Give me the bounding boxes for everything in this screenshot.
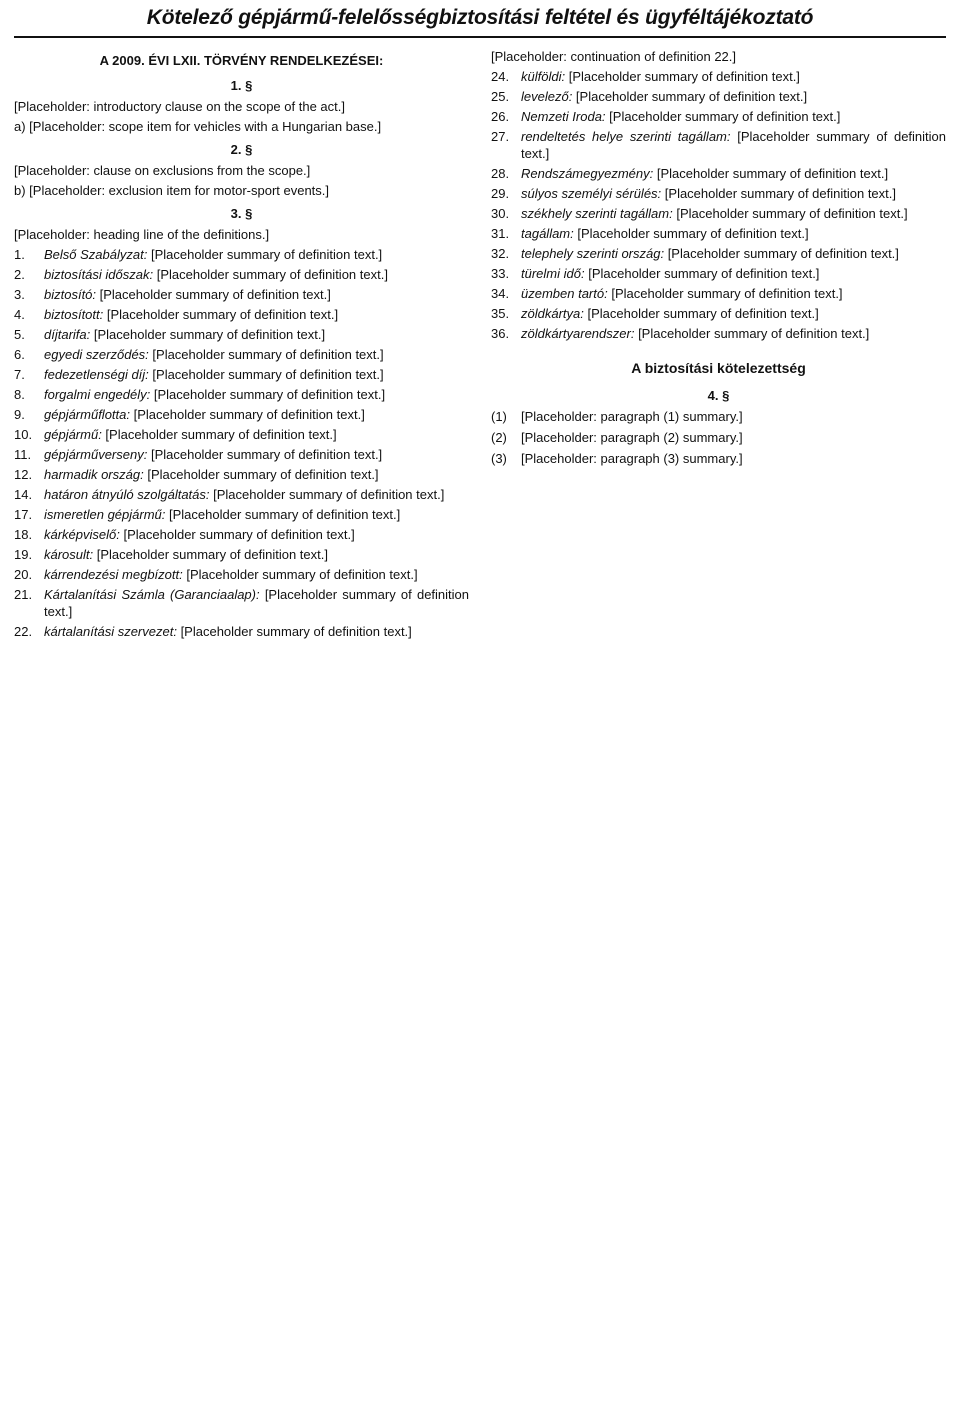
definition-text: [Placeholder summary of definition text.] <box>180 624 412 639</box>
definition-body <box>44 506 469 523</box>
definition-text: [Placeholder summary of definition text.] <box>147 467 379 482</box>
section-2-number: 2. § <box>230 142 253 157</box>
definition-body <box>44 566 469 583</box>
definition-term: üzemben tartó: <box>521 286 612 301</box>
definition-term: kárrendezési megbízott: <box>44 567 187 582</box>
definition-text: [Placeholder summary of definition text.] <box>609 109 841 124</box>
definition-term: gépjárműflotta: <box>44 407 134 422</box>
definition-number: 31. <box>491 226 510 241</box>
definition-number: 25. <box>491 89 510 104</box>
definition-number: 26. <box>491 109 510 124</box>
definition-number: 33. <box>491 266 510 281</box>
right-column-continuation: [Placeholder: continuation of definition 22.] <box>491 49 737 64</box>
definition-term: levelező: <box>521 89 576 104</box>
definition-number: 22. <box>14 624 33 639</box>
definition-item <box>14 386 469 403</box>
definition-item <box>14 326 469 343</box>
definition-number: 1. <box>14 247 25 262</box>
definition-text: [Placeholder summary of definition text.] <box>676 206 908 221</box>
definition-term: gépjárműverseny: <box>44 447 151 462</box>
definition-term: ismeretlen gépjármű: <box>44 507 169 522</box>
definition-body <box>521 165 946 182</box>
definition-term: külföldi: <box>521 69 569 84</box>
definition-item <box>14 486 469 503</box>
definition-item <box>14 246 469 263</box>
document-page <box>0 6 960 1408</box>
definition-body <box>521 305 946 322</box>
definition-text: [Placeholder summary of definition text.] <box>638 326 870 341</box>
definition-body <box>44 546 469 563</box>
definition-item <box>14 366 469 383</box>
definition-number: 20. <box>14 567 33 582</box>
definition-term: zöldkártyarendszer: <box>521 326 639 341</box>
definition-number: 17. <box>14 507 33 522</box>
section-2-intro: [Placeholder: clause on exclusions from the scope.] <box>14 163 311 178</box>
definition-number: 9. <box>14 407 25 422</box>
definition-term: zöldkártya: <box>521 306 588 321</box>
definition-term: egyedi szerződés: <box>44 347 153 362</box>
definition-term: fedezetlenségi díj: <box>44 367 153 382</box>
definition-text: [Placeholder summary of definition text.] <box>656 166 889 181</box>
definition-body <box>44 306 469 323</box>
definition-text: [Placeholder summary of definition text.] <box>99 287 331 302</box>
definition-body <box>44 586 469 620</box>
definition-body <box>521 245 946 262</box>
definition-body <box>44 486 469 503</box>
definition-term: súlyos személyi sérülés: <box>521 186 665 201</box>
definition-text: [Placeholder summary of definition text.] <box>152 367 384 382</box>
definition-item <box>491 108 946 125</box>
definition-body <box>521 265 946 282</box>
definition-text: [Placeholder summary of definition text.] <box>213 487 445 502</box>
definition-text: [Placeholder summary of definition text.] <box>156 267 388 282</box>
section-3-number: 3. § <box>230 206 253 221</box>
definition-number: 28. <box>491 166 510 181</box>
definition-item <box>491 265 946 282</box>
definition-text: [Placeholder summary of definition text.] <box>587 306 819 321</box>
definition-text: [Placeholder summary of definition text.] <box>93 327 326 342</box>
definition-text: [Placeholder summary of definition text.] <box>611 286 843 301</box>
definition-item <box>14 406 469 423</box>
paragraph-text: [Placeholder: paragraph (3) summary.] <box>521 451 743 466</box>
definition-term: harmadik ország: <box>44 467 148 482</box>
definition-number: 30. <box>491 206 510 221</box>
definition-term: Belső Szabályzat: <box>44 247 151 262</box>
definition-item <box>491 88 946 105</box>
definition-body <box>44 623 469 640</box>
definition-body <box>521 205 946 222</box>
definition-body <box>521 88 946 105</box>
document-title: Kötelező gépjármű-felelősségbiztosítási feltétel és ügyféltájékoztató <box>146 6 814 29</box>
section-3-intro: [Placeholder: heading line of the definitions.] <box>14 227 270 242</box>
definition-term: kárképviselő: <box>44 527 124 542</box>
definition-number: 8. <box>14 387 25 402</box>
definition-body <box>521 225 946 242</box>
definition-list-right <box>491 68 946 342</box>
definition-number: 3. <box>14 287 25 302</box>
definition-number: 29. <box>491 186 510 201</box>
definition-text: [Placeholder summary of definition text.] <box>521 129 946 161</box>
paragraph-text: [Placeholder: paragraph (1) summary.] <box>521 409 743 424</box>
definition-term: határon átnyúló szolgáltatás: <box>44 487 214 502</box>
two-column-body <box>14 48 946 643</box>
definition-text: [Placeholder summary of definition text.] <box>152 347 384 362</box>
definition-term: telephely szerinti ország: <box>521 246 668 261</box>
left-column <box>14 48 469 643</box>
definition-item <box>14 346 469 363</box>
definition-number: 4. <box>14 307 25 322</box>
definition-text: [Placeholder summary of definition text.] <box>153 387 386 402</box>
definition-item <box>14 286 469 303</box>
definition-text: [Placeholder summary of definition text.] <box>169 507 401 522</box>
definition-body <box>44 406 469 423</box>
definition-text: [Placeholder summary of definition text.] <box>186 567 418 582</box>
definition-body <box>521 325 946 342</box>
paragraph-3 <box>491 450 946 467</box>
definition-body <box>44 326 469 343</box>
definition-text: [Placeholder summary of definition text.] <box>44 587 470 619</box>
definition-item <box>14 546 469 563</box>
definition-item <box>491 185 946 202</box>
paragraph-2 <box>491 429 946 446</box>
definition-item <box>491 165 946 182</box>
paragraph-number: (1) <box>491 409 507 424</box>
definition-text: [Placeholder summary of definition text.] <box>105 427 337 442</box>
definition-body <box>521 128 946 162</box>
definition-item <box>491 205 946 222</box>
definition-body <box>44 526 469 543</box>
definition-number: 35. <box>491 306 510 321</box>
definition-body <box>521 285 946 302</box>
definition-item <box>14 566 469 583</box>
definition-term: Nemzeti Iroda: <box>521 109 610 124</box>
definition-body <box>44 466 469 483</box>
definition-text: [Placeholder summary of definition text.] <box>150 447 383 462</box>
definition-text: [Placeholder summary of definition text.] <box>133 407 365 422</box>
section-1-item-a: a) [Placeholder: scope item for vehicles with a Hungarian base.] <box>14 119 382 134</box>
definition-body <box>44 426 469 443</box>
definition-item <box>14 306 469 323</box>
section-4-number: 4. § <box>707 388 730 403</box>
definition-number: 2. <box>14 267 25 282</box>
definition-item <box>14 426 469 443</box>
section-1-number: 1. § <box>230 78 253 93</box>
definition-number: 5. <box>14 327 25 342</box>
definition-number: 12. <box>14 467 33 482</box>
definition-number: 36. <box>491 326 510 341</box>
definition-term: türelmi idő: <box>521 266 589 281</box>
definition-number: 32. <box>491 246 510 261</box>
definition-body <box>44 446 469 463</box>
definition-term: kártalanítási szervezet: <box>44 624 181 639</box>
definition-number: 24. <box>491 69 510 84</box>
definition-term: Kártalanítási Számla (Garanciaalap): <box>44 587 265 602</box>
definition-item <box>14 446 469 463</box>
section-2-item-b: b) [Placeholder: exclusion item for motor-sport events.] <box>14 183 330 198</box>
definition-number: 10. <box>14 427 33 442</box>
definition-item <box>491 305 946 322</box>
definition-number: 14. <box>14 487 33 502</box>
definition-body <box>521 185 946 202</box>
definition-term: Rendszámegyezmény: <box>521 166 657 181</box>
definition-body <box>521 108 946 125</box>
definition-term: biztosító: <box>44 287 100 302</box>
definition-item <box>491 225 946 242</box>
definition-number: 18. <box>14 527 33 542</box>
definition-item <box>14 506 469 523</box>
definition-number: 6. <box>14 347 25 362</box>
definition-term: tagállam: <box>521 226 578 241</box>
paragraph-number: (3) <box>491 451 507 466</box>
definition-number: 7. <box>14 367 25 382</box>
definition-text: [Placeholder summary of definition text.] <box>123 527 355 542</box>
paragraph-text: [Placeholder: paragraph (2) summary.] <box>521 430 743 445</box>
definition-body <box>44 386 469 403</box>
definition-text: [Placeholder summary of definition text.] <box>667 246 899 261</box>
definition-number: 19. <box>14 547 33 562</box>
definition-item <box>491 325 946 342</box>
definition-list-left <box>14 246 469 640</box>
definition-body <box>44 346 469 363</box>
definition-text: [Placeholder summary of definition text.] <box>106 307 339 322</box>
definition-item <box>14 266 469 283</box>
definition-number: 11. <box>14 447 32 462</box>
definition-item <box>14 526 469 543</box>
definition-item <box>14 623 469 640</box>
paragraph-1 <box>491 408 946 425</box>
definition-term: rendeltetés helye szerinti tagállam: <box>521 129 738 144</box>
definition-text: [Placeholder summary of definition text.] <box>150 247 383 262</box>
right-column <box>491 48 946 643</box>
paragraph-number: (2) <box>491 430 507 445</box>
definition-text: [Placeholder summary of definition text.] <box>664 186 897 201</box>
definition-number: 34. <box>491 286 510 301</box>
definition-item <box>491 68 946 85</box>
definition-term: forgalmi engedély: <box>44 387 154 402</box>
definition-item <box>14 586 469 620</box>
definition-text: [Placeholder summary of definition text.] <box>575 89 808 104</box>
definition-body <box>521 68 946 85</box>
law-heading: A 2009. ÉVI LXII. TÖRVÉNY RENDELKEZÉSEI: <box>99 53 384 68</box>
definition-body <box>44 286 469 303</box>
definition-body <box>44 246 469 263</box>
definition-term: biztosított: <box>44 307 107 322</box>
definition-item <box>491 128 946 162</box>
definition-item <box>491 285 946 302</box>
definition-text: [Placeholder summary of definition text.] <box>577 226 809 241</box>
definition-term: székhely szerinti tagállam: <box>521 206 677 221</box>
definition-term: gépjármű: <box>44 427 106 442</box>
definition-body <box>44 266 469 283</box>
definition-text: [Placeholder summary of definition text.] <box>96 547 328 562</box>
obligation-title: A biztosítási kötelezettség <box>631 360 806 376</box>
definition-number: 27. <box>491 129 510 144</box>
definition-number: 21. <box>14 587 33 602</box>
definition-item <box>491 245 946 262</box>
definition-text: [Placeholder summary of definition text.] <box>568 69 800 84</box>
definition-term: károsult: <box>44 547 97 562</box>
definition-item <box>14 466 469 483</box>
definition-term: díjtarifa: <box>44 327 94 342</box>
section-1-intro: [Placeholder: introductory clause on the scope of the act.] <box>14 99 345 114</box>
definition-text: [Placeholder summary of definition text.] <box>588 266 820 281</box>
definition-body <box>44 366 469 383</box>
definition-term: biztosítási időszak: <box>44 267 157 282</box>
title-rule <box>14 36 946 38</box>
